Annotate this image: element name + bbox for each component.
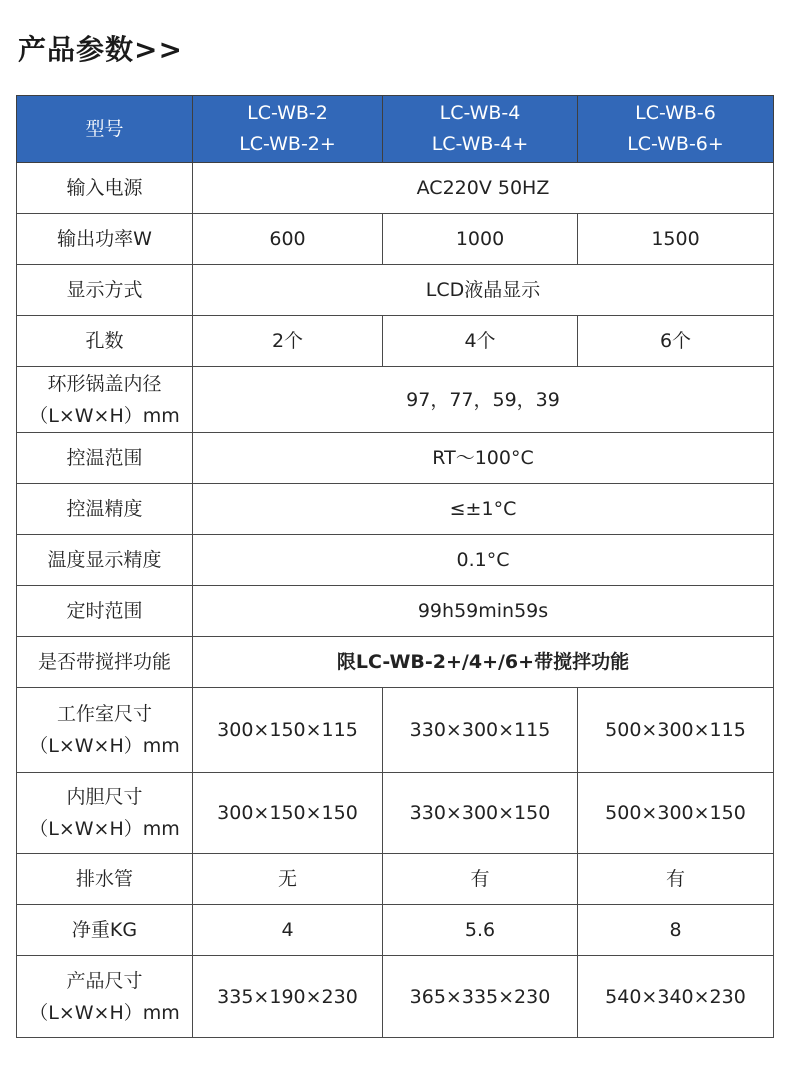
- row-value: 有: [383, 854, 578, 905]
- table-row: [17, 433, 774, 484]
- page-title: 产品参数>>: [18, 33, 183, 66]
- row-value: 有: [578, 854, 774, 905]
- row-value: ≤±1°C: [193, 484, 774, 535]
- model-cell-wb6: [578, 96, 774, 163]
- row-label: 显示方式: [17, 265, 193, 316]
- table-header-row: [17, 96, 774, 163]
- model-label-cell: 型号: [17, 96, 193, 163]
- table-row: [17, 163, 774, 214]
- table-row: [17, 265, 774, 316]
- row-value: LCD液晶显示: [193, 265, 774, 316]
- table-row: [17, 905, 774, 956]
- model-cell-wb2: [193, 96, 383, 163]
- row-value: 330×300×150: [383, 773, 578, 854]
- table-row: [17, 535, 774, 586]
- row-value: 500×300×115: [578, 688, 774, 773]
- row-label-unit: （L×W×H）mm: [29, 818, 180, 840]
- row-label: 控温范围: [17, 433, 193, 484]
- row-label: 净重KG: [17, 905, 193, 956]
- row-value: 2个: [193, 316, 383, 367]
- table-row: [17, 688, 774, 773]
- row-value: 99h59min59s: [193, 586, 774, 637]
- row-value: 97，77，59，39: [193, 367, 774, 433]
- row-label: 是否带搅拌功能: [17, 637, 193, 688]
- row-label: [17, 367, 193, 433]
- row-value: 335×190×230: [193, 956, 383, 1038]
- row-label: 温度显示精度: [17, 535, 193, 586]
- row-value: 365×335×230: [383, 956, 578, 1038]
- row-label-unit: （L×W×H）mm: [29, 735, 180, 757]
- row-value: 4: [193, 905, 383, 956]
- row-value: 600: [193, 214, 383, 265]
- row-label: [17, 956, 193, 1038]
- table-row: [17, 586, 774, 637]
- row-value: 540×340×230: [578, 956, 774, 1038]
- row-value: 0.1°C: [193, 535, 774, 586]
- row-value: 300×150×150: [193, 773, 383, 854]
- row-label-unit: （L×W×H）mm: [29, 1001, 180, 1024]
- row-label: 输入电源: [17, 163, 193, 214]
- row-label: [17, 688, 193, 773]
- row-label-line: 环形锅盖内径: [47, 372, 162, 395]
- table-row: [17, 956, 774, 1038]
- model-name-plus: LC-WB-4+: [431, 133, 529, 155]
- row-label: [17, 773, 193, 854]
- row-label-unit: （L×W×H）mm: [29, 404, 180, 427]
- model-name: LC-WB-2: [247, 102, 328, 124]
- row-label-line: 产品尺寸: [66, 969, 143, 992]
- row-value: 6个: [578, 316, 774, 367]
- row-value: 500×300×150: [578, 773, 774, 854]
- row-value: RT～100°C: [193, 433, 774, 484]
- model-name: LC-WB-6: [635, 102, 716, 124]
- table-row: [17, 637, 774, 688]
- row-value: 330×300×115: [383, 688, 578, 773]
- table-row: [17, 367, 774, 433]
- spec-table: [16, 95, 774, 1038]
- row-value: 1000: [383, 214, 578, 265]
- row-label-line: 工作室尺寸: [56, 703, 152, 725]
- model-name: LC-WB-4: [439, 102, 521, 124]
- table-row: [17, 484, 774, 535]
- row-label: 控温精度: [17, 484, 193, 535]
- table-row: [17, 316, 774, 367]
- table-row: [17, 854, 774, 905]
- stirring-note: 限LC-WB-2+/4+/6+带搅拌功能: [193, 637, 774, 688]
- row-value: 1500: [578, 214, 774, 265]
- row-value: 300×150×115: [193, 688, 383, 773]
- model-cell-wb4: [383, 96, 578, 163]
- row-value: 5.6: [383, 905, 578, 956]
- row-label: 输出功率W: [17, 214, 193, 265]
- model-name-plus: LC-WB-6+: [627, 133, 724, 155]
- row-value: 无: [193, 854, 383, 905]
- row-label: 排水管: [17, 854, 193, 905]
- model-name-plus: LC-WB-2+: [239, 133, 336, 155]
- row-value: AC220V 50HZ: [193, 163, 774, 214]
- row-label: 定时范围: [17, 586, 193, 637]
- row-value: 4个: [383, 316, 578, 367]
- row-value: 8: [578, 905, 774, 956]
- table-row: [17, 773, 774, 854]
- row-label-line: 内胆尺寸: [66, 786, 143, 808]
- row-label: 孔数: [17, 316, 193, 367]
- table-row: [17, 214, 774, 265]
